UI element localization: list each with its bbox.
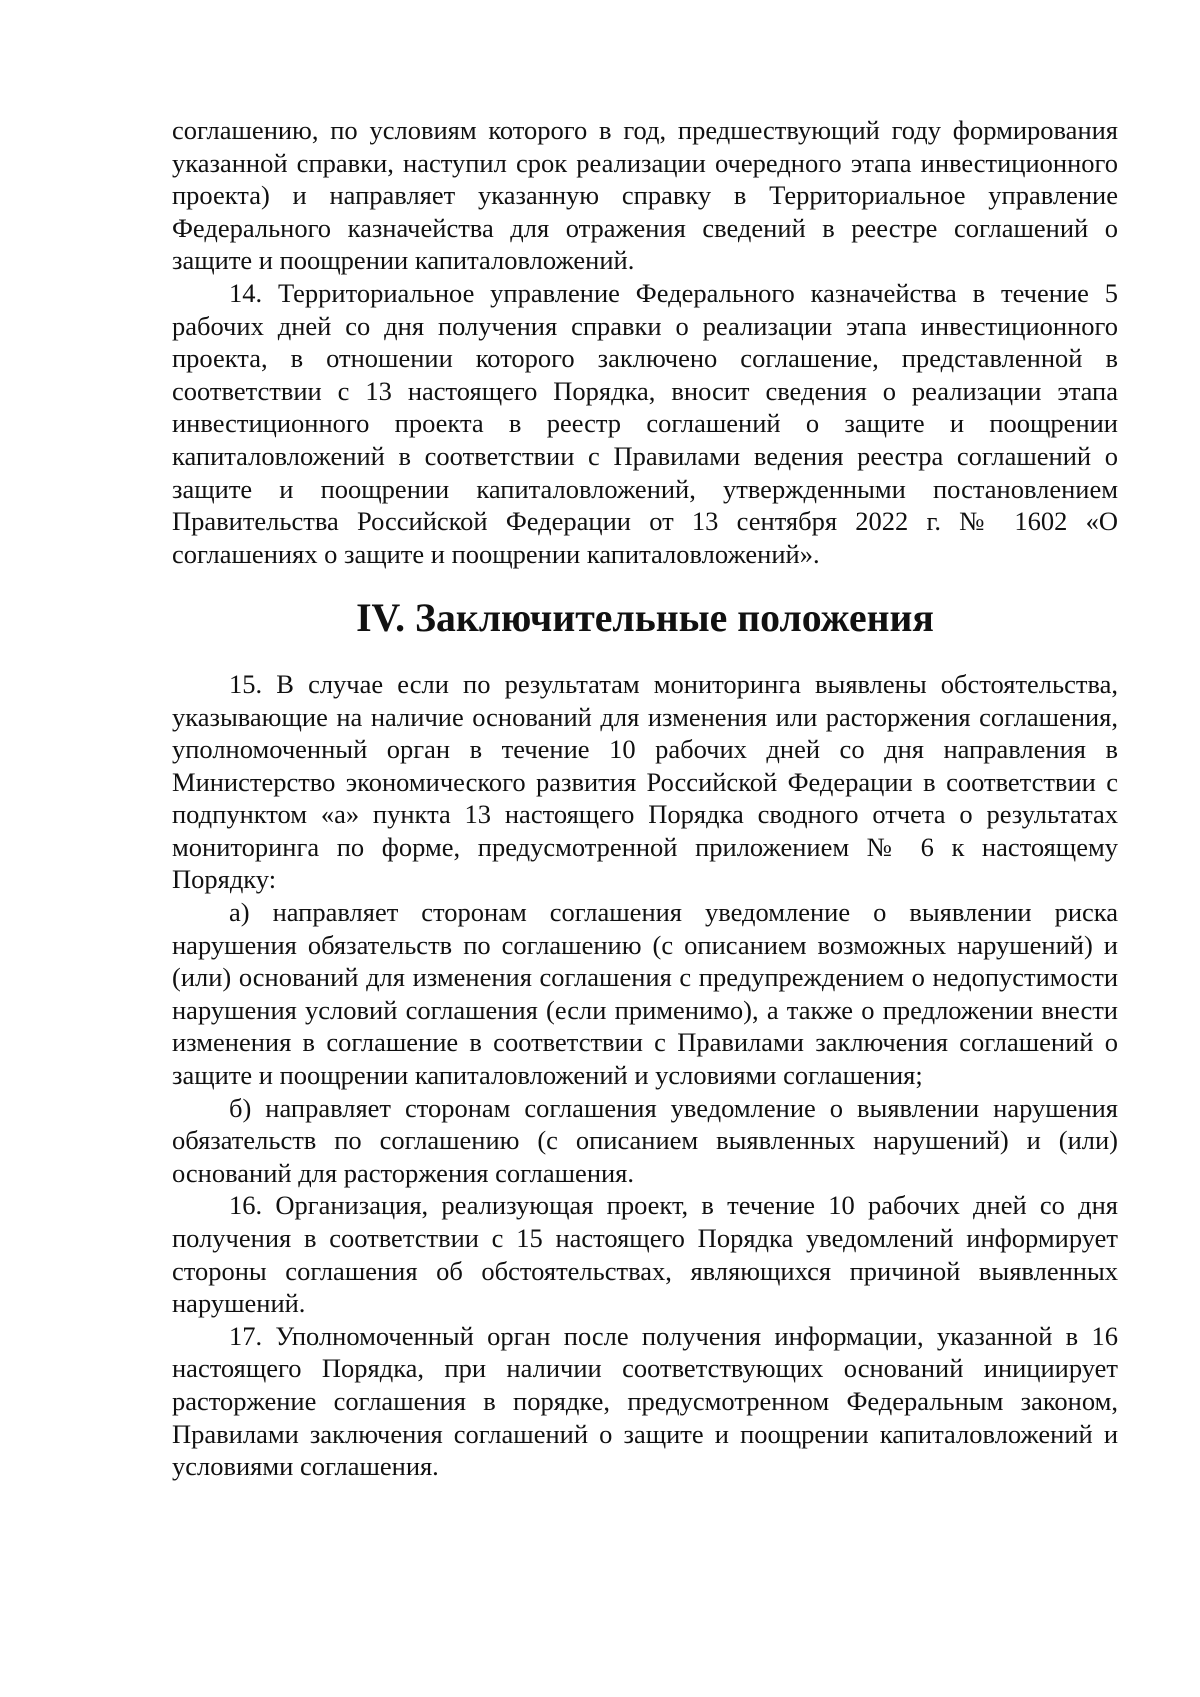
paragraph-14: 14. Территориальное управление Федерального казначейства в течение 5 рабочих дней со дня получения справки о реализации этапа инвестиционного проекта, в отношении которого заключено соглашение, представленной в соответствии с 13 настоящего Порядка, вносит сведения о реализации этапа инвестиционного проекта в реестр соглашений о защите и поощрении капиталовложений в соответствии с Правилами ведения реестра соглашений о защите и поощрении капиталовложений, утвержденными постановлением Правительства Российской Федерации от 13 сентября 2022 г. № 1602 «О соглашениях о защите и поощрении капиталовложений». (172, 277, 1118, 569)
paragraph-16: 16. Организация, реализующая проект, в течение 10 рабочих дней со дня получения в соответствии с 15 настоящего Порядка уведомлений информирует стороны соглашения об обстоятельствах, являющихся причиной выявленных нарушений. (172, 1190, 1118, 1319)
paragraph-15-a: а) направляет сторонам соглашения уведомление о выявлении риска нарушения обязательств по соглашению (с описанием возможных нарушений) и (или) оснований для изменения соглашения с предупреждением о недопустимости нарушения условий соглашения (если применимо), а также о предложении внести изменения в соглашение в соответствии с Правилами заключения соглашений о защите и поощрении капиталовложений и условиями соглашения; (172, 897, 1118, 1091)
paragraph-15-b: б) направляет сторонам соглашения уведомление о выявлении нарушения обязательств по соглашению (с описанием выявленных нарушений) и (или) оснований для расторжения соглашения. (172, 1092, 1118, 1188)
paragraph-15: 15. В случае если по результатам мониторинга выявлены обстоятельства, указывающие на наличие оснований для изменения или расторжения соглашения, уполномоченный орган в течение 10 рабочих дней со дня направления в Министерство экономического развития Российской Федерации в соответствии с подпунктом «а» пункта 13 настоящего Порядка сводного отчета о результатах мониторинга по форме, предусмотренной приложением № 6 к настоящему Порядку: (172, 668, 1118, 895)
document-page (172, 114, 1118, 1483)
paragraph-17: 17. Уполномоченный орган после получения информации, указанной в 16 настоящего Порядка, при наличии соответствующих оснований инициирует расторжение соглашения в порядке, предусмотренном Федеральным законом, Правилами заключения соглашений о защите и поощрении капиталовложений и условиями соглашения. (172, 1320, 1118, 1482)
section-heading: IV. Заключительные положения (356, 596, 934, 641)
paragraph-13-continuation: соглашению, по условиям которого в год, предшествующий году формирования указанной справки, наступил срок реализации очередного этапа инвестиционного проекта) и направляет указанную справку в Территориальное управление Федерального казначейства для отражения сведений в реестре соглашений о защите и поощрении капиталовложений. (172, 115, 1118, 276)
